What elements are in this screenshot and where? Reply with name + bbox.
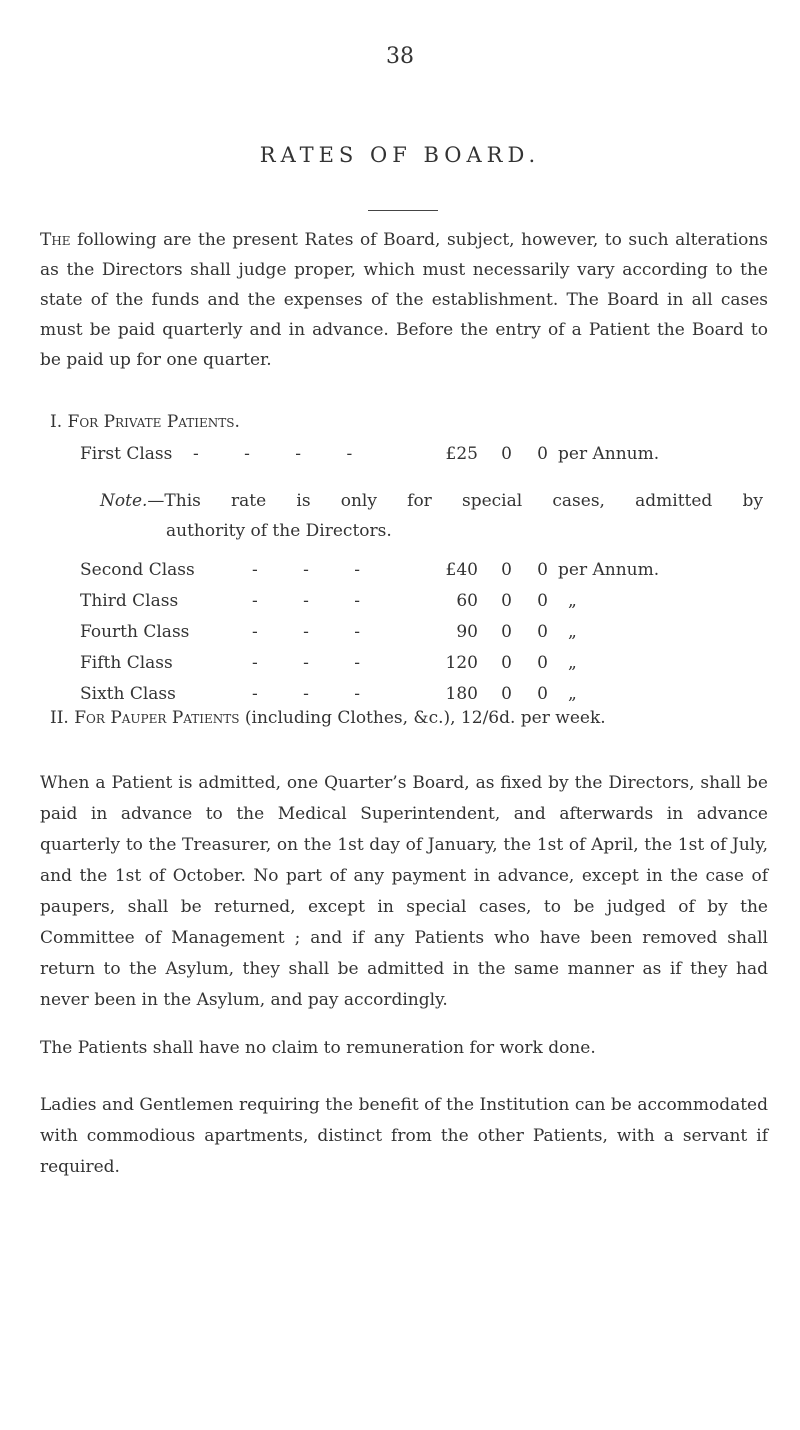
- rate-pence: 0: [537, 444, 548, 464]
- note-line-1: [100, 491, 763, 511]
- intro-lead: The: [40, 230, 71, 250]
- ditto-mark: „: [568, 684, 577, 704]
- rate-shillings: 0: [501, 653, 512, 673]
- ditto-mark: „: [568, 653, 577, 673]
- rate-pounds: £40: [445, 560, 478, 580]
- section-numeral: I.: [50, 412, 63, 432]
- page-title: RATES OF BOARD.: [259, 143, 541, 167]
- rate-row: [80, 684, 780, 710]
- rate-shillings: 0: [501, 560, 512, 580]
- rate-pounds: 120: [445, 653, 478, 673]
- admission-paragraph: When a Patient is admitted, one Quarter’s Board, as fixed by the Directors, shall be paid in advance to the Medical Superintendent, and afterwards in advance quarterly to the Treasurer, on the 1st day of January, the 1st of April, the 1st of July, and the 1st of October. No part of any payment in advance, except in the case of paupers, shall be returned, except in special cases, to be judged of by the Committee of Management ; and if any Patients who have been removed shall return to the Asylum, they shall be admitted in the same manner as if they had never been in the Asylum, and pay accordingly.: [40, 773, 768, 1010]
- ladies-gentlemen-paragraph: Ladies and Gentlemen requiring the benefit of the Institution can be accommodated with commodious apartments, distinct from the other Patients, with a servant if required.: [40, 1095, 768, 1177]
- leader-dashes: - - -: [252, 622, 361, 642]
- rate-row: [80, 591, 780, 617]
- rate-row-first-class: [80, 444, 780, 470]
- leader-dashes: - - -: [252, 684, 361, 704]
- ditto-mark: „: [568, 622, 577, 642]
- class-name: Second Class: [80, 560, 195, 580]
- rate-pounds: £25: [445, 444, 478, 464]
- class-name: Third Class: [80, 591, 179, 611]
- rate-pence: 0: [537, 622, 548, 642]
- leader-dashes: - - -: [252, 560, 361, 580]
- rate-shillings: 0: [501, 684, 512, 704]
- section-title: For Pauper Patients: [74, 708, 240, 728]
- rate-pounds: 90: [456, 622, 478, 642]
- rate-row: [80, 560, 780, 586]
- rate-shillings: 0: [501, 622, 512, 642]
- remuneration-paragraph: The Patients shall have no claim to remuneration for work done.: [40, 1038, 596, 1058]
- section-pauper-heading: [50, 708, 606, 728]
- rate-shillings: 0: [501, 444, 512, 464]
- rate-row: [80, 653, 780, 679]
- rate-pence: 0: [537, 560, 548, 580]
- rate-pence: 0: [537, 591, 548, 611]
- section-private-heading: [50, 412, 240, 432]
- leader-dashes: - - - -: [193, 444, 353, 464]
- rate-shillings: 0: [501, 591, 512, 611]
- section-rate-text: (including Clothes, &c.), 12/6d. per week.: [239, 708, 606, 728]
- class-name: First Class: [80, 444, 173, 464]
- rate-pence: 0: [537, 653, 548, 673]
- page-number: 38: [386, 44, 414, 69]
- rate-row: [80, 622, 780, 648]
- intro-paragraph: [40, 225, 768, 375]
- rate-period: per Annum.: [558, 444, 660, 464]
- title-divider: [368, 210, 438, 211]
- intro-text: following are the present Rates of Board, subject, however, to such alterations as the Directors shall judge proper, which must necessarily vary according to the state of the funds and the expenses of the establishment. The Board in all cases must be paid quarterly and in advance. Before the entry of a Patient the Board to be paid up for one quarter.: [40, 230, 768, 370]
- rate-period: per Annum.: [558, 560, 660, 580]
- class-name: Sixth Class: [80, 684, 176, 704]
- section-numeral: II.: [50, 708, 69, 728]
- rate-pence: 0: [537, 684, 548, 704]
- leader-dashes: - - -: [252, 653, 361, 673]
- note-line-2: authority of the Directors.: [166, 521, 392, 541]
- rate-pounds: 60: [456, 591, 478, 611]
- note-text: —This rate is only for special cases, admitted by: [147, 491, 763, 511]
- section-title: For Private Patients.: [67, 412, 240, 432]
- ditto-mark: „: [568, 591, 577, 611]
- leader-dashes: - - -: [252, 591, 361, 611]
- rate-pounds: 180: [445, 684, 478, 704]
- class-name: Fifth Class: [80, 653, 173, 673]
- note-label: Note.: [100, 491, 148, 511]
- class-name: Fourth Class: [80, 622, 190, 642]
